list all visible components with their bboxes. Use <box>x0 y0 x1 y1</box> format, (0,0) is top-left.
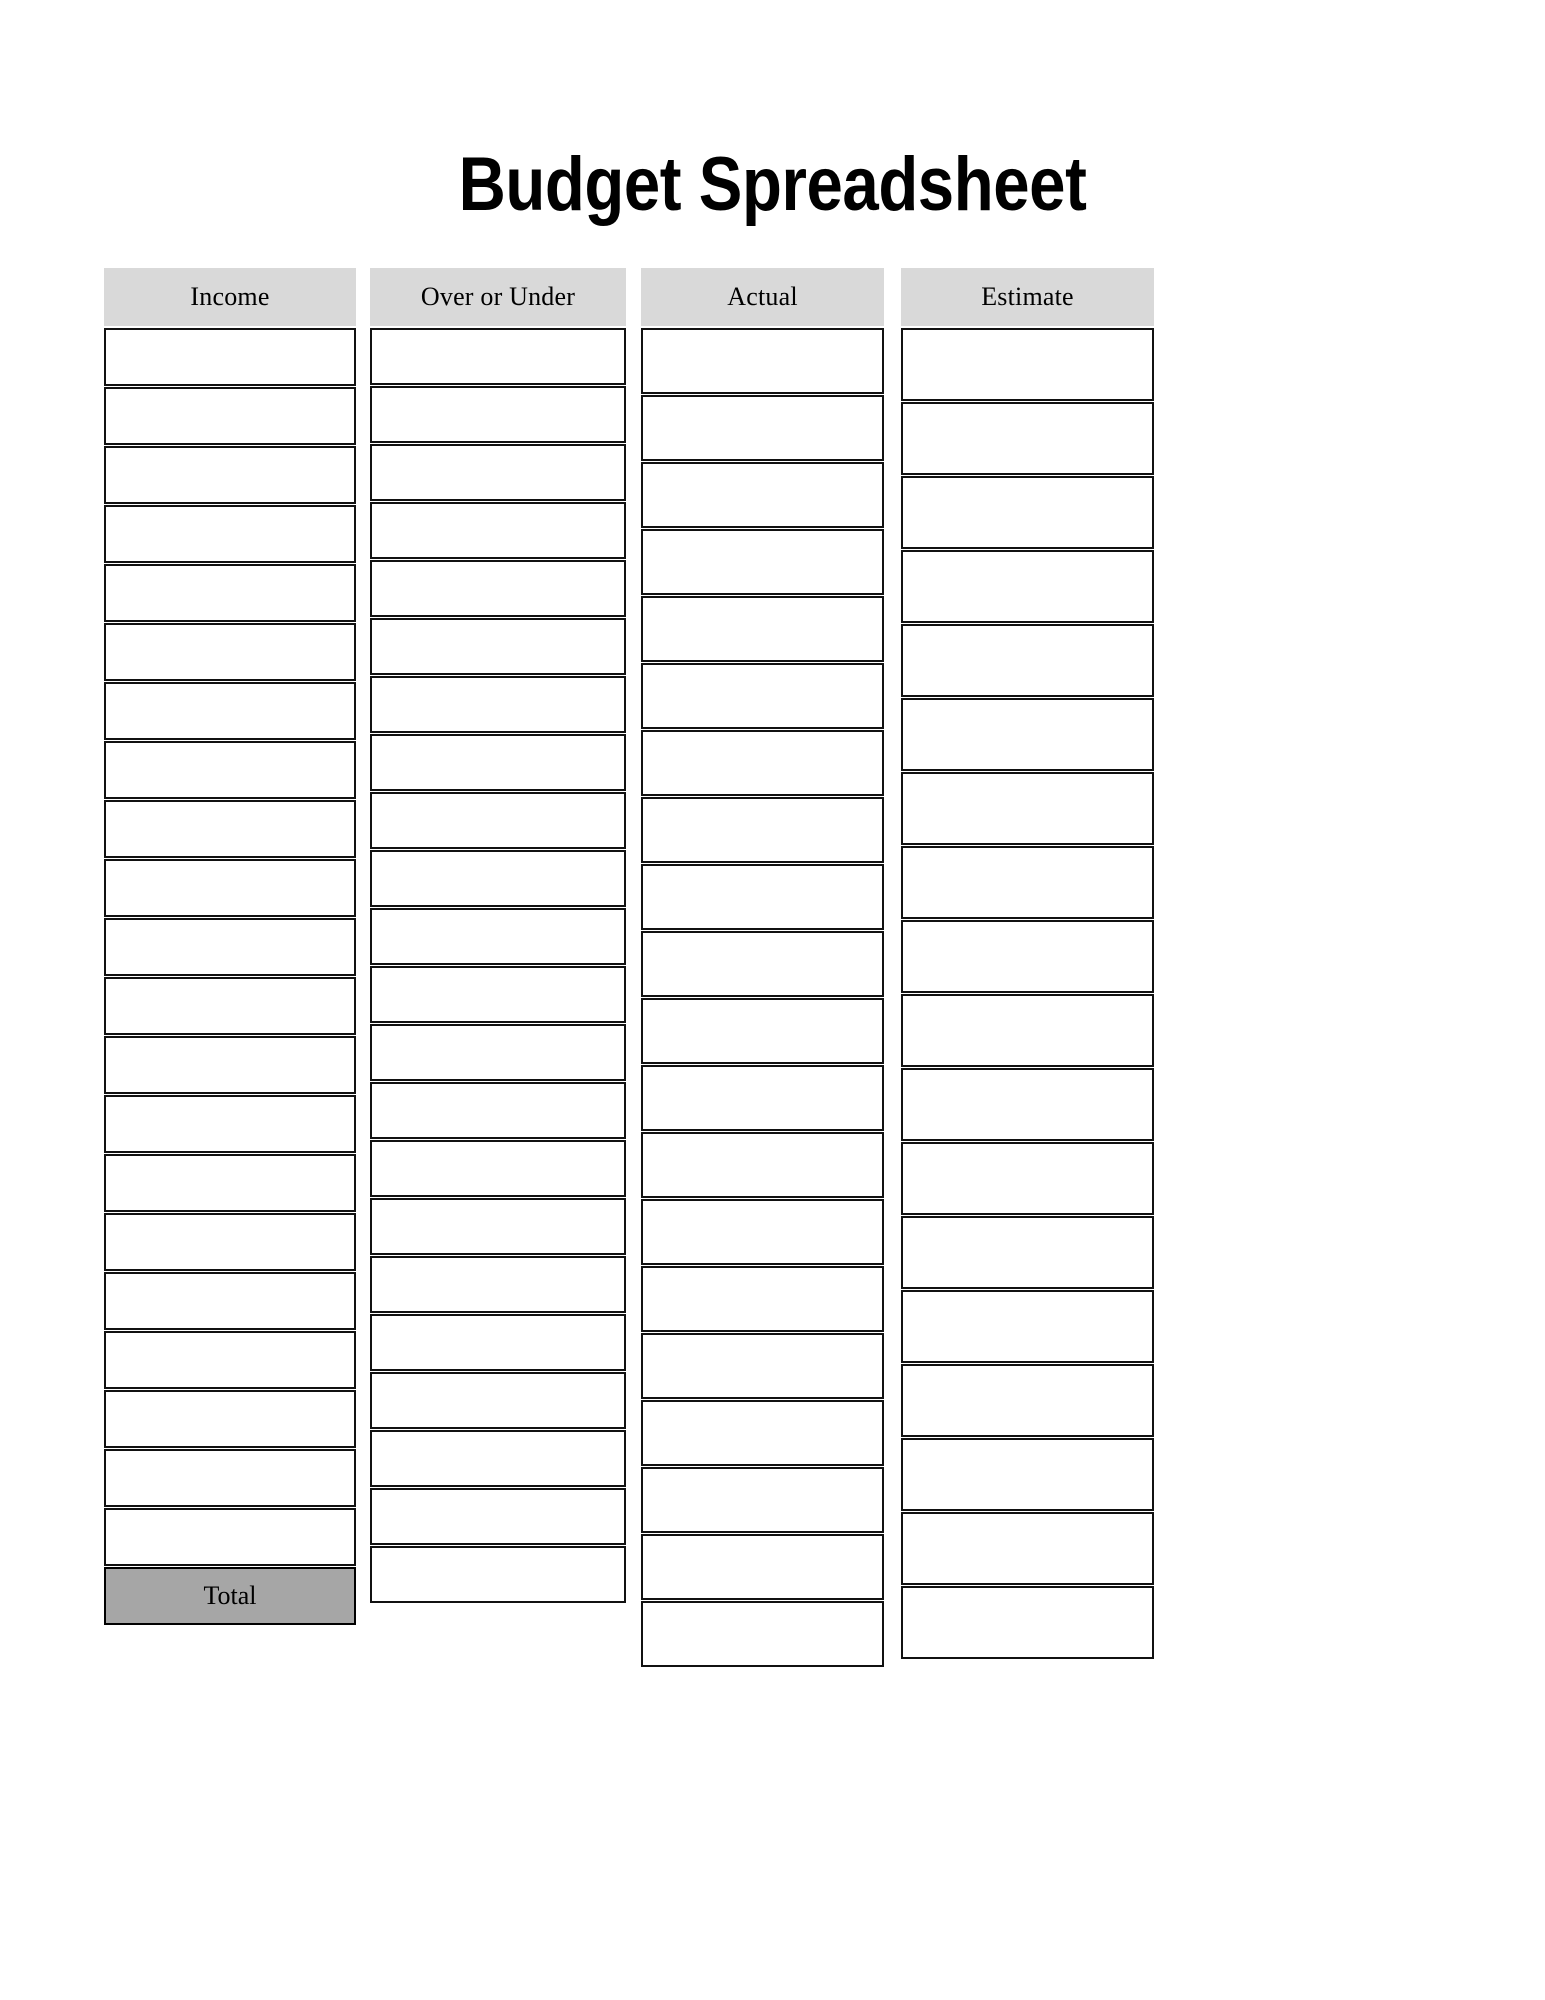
cell-income-16[interactable] <box>104 1213 356 1271</box>
cell-income-5[interactable] <box>104 564 356 622</box>
cell-actual-10[interactable] <box>641 931 884 997</box>
cell-income-12[interactable] <box>104 977 356 1035</box>
cell-actual-12[interactable] <box>641 1065 884 1131</box>
cell-over_or_under-4[interactable] <box>370 502 626 559</box>
cell-estimate-15[interactable] <box>901 1364 1154 1437</box>
cell-estimate-11[interactable] <box>901 1068 1154 1141</box>
cell-estimate-2[interactable] <box>901 402 1154 475</box>
table-column-estimate <box>901 268 1154 1659</box>
cell-over_or_under-7[interactable] <box>370 676 626 733</box>
cell-actual-20[interactable] <box>641 1601 884 1667</box>
table-column-actual <box>641 268 884 1667</box>
cell-estimate-10[interactable] <box>901 994 1154 1067</box>
cell-income-9[interactable] <box>104 800 356 858</box>
cell-income-21[interactable] <box>104 1508 356 1566</box>
cell-actual-17[interactable] <box>641 1400 884 1466</box>
budget-table <box>104 268 1409 1898</box>
cell-income-15[interactable] <box>104 1154 356 1212</box>
cell-actual-14[interactable] <box>641 1199 884 1265</box>
column-header-actual: Actual <box>641 268 884 326</box>
cell-actual-5[interactable] <box>641 596 884 662</box>
cell-income-4[interactable] <box>104 505 356 563</box>
cell-estimate-18[interactable] <box>901 1586 1154 1659</box>
cell-estimate-14[interactable] <box>901 1290 1154 1363</box>
cell-income-20[interactable] <box>104 1449 356 1507</box>
cell-actual-7[interactable] <box>641 730 884 796</box>
cell-actual-16[interactable] <box>641 1333 884 1399</box>
cell-over_or_under-21[interactable] <box>370 1488 626 1545</box>
cell-over_or_under-20[interactable] <box>370 1430 626 1487</box>
cell-estimate-5[interactable] <box>901 624 1154 697</box>
cell-actual-18[interactable] <box>641 1467 884 1533</box>
column-header-over_or_under: Over or Under <box>370 268 626 326</box>
cell-over_or_under-15[interactable] <box>370 1140 626 1197</box>
cell-estimate-7[interactable] <box>901 772 1154 845</box>
cell-income-6[interactable] <box>104 623 356 681</box>
cell-actual-2[interactable] <box>641 395 884 461</box>
cell-over_or_under-2[interactable] <box>370 386 626 443</box>
cell-income-13[interactable] <box>104 1036 356 1094</box>
cell-estimate-6[interactable] <box>901 698 1154 771</box>
cell-estimate-13[interactable] <box>901 1216 1154 1289</box>
cell-income-17[interactable] <box>104 1272 356 1330</box>
cell-over_or_under-3[interactable] <box>370 444 626 501</box>
cell-estimate-4[interactable] <box>901 550 1154 623</box>
cell-over_or_under-22[interactable] <box>370 1546 626 1603</box>
cell-estimate-9[interactable] <box>901 920 1154 993</box>
cell-estimate-12[interactable] <box>901 1142 1154 1215</box>
cell-income-11[interactable] <box>104 918 356 976</box>
table-column-over_or_under <box>370 268 626 1603</box>
cell-actual-3[interactable] <box>641 462 884 528</box>
cell-estimate-16[interactable] <box>901 1438 1154 1511</box>
cell-income-7[interactable] <box>104 682 356 740</box>
cell-over_or_under-13[interactable] <box>370 1024 626 1081</box>
cell-over_or_under-14[interactable] <box>370 1082 626 1139</box>
cell-income-14[interactable] <box>104 1095 356 1153</box>
cell-actual-8[interactable] <box>641 797 884 863</box>
cell-over_or_under-5[interactable] <box>370 560 626 617</box>
cell-over_or_under-11[interactable] <box>370 908 626 965</box>
cell-estimate-1[interactable] <box>901 328 1154 401</box>
cell-over_or_under-17[interactable] <box>370 1256 626 1313</box>
cell-actual-9[interactable] <box>641 864 884 930</box>
cell-income-3[interactable] <box>104 446 356 504</box>
cell-over_or_under-19[interactable] <box>370 1372 626 1429</box>
cell-over_or_under-18[interactable] <box>370 1314 626 1371</box>
cell-actual-11[interactable] <box>641 998 884 1064</box>
cell-over_or_under-1[interactable] <box>370 328 626 385</box>
cell-over_or_under-8[interactable] <box>370 734 626 791</box>
column-header-estimate: Estimate <box>901 268 1154 326</box>
cell-actual-13[interactable] <box>641 1132 884 1198</box>
cell-income-2[interactable] <box>104 387 356 445</box>
cell-income-1[interactable] <box>104 328 356 386</box>
cell-actual-6[interactable] <box>641 663 884 729</box>
cell-over_or_under-10[interactable] <box>370 850 626 907</box>
column-header-income: Income <box>104 268 356 326</box>
cell-over_or_under-9[interactable] <box>370 792 626 849</box>
total-row-income: Total <box>104 1567 356 1625</box>
cell-income-8[interactable] <box>104 741 356 799</box>
cell-income-10[interactable] <box>104 859 356 917</box>
cell-actual-19[interactable] <box>641 1534 884 1600</box>
cell-estimate-8[interactable] <box>901 846 1154 919</box>
cell-estimate-3[interactable] <box>901 476 1154 549</box>
cell-income-18[interactable] <box>104 1331 356 1389</box>
cell-actual-15[interactable] <box>641 1266 884 1332</box>
cell-over_or_under-6[interactable] <box>370 618 626 675</box>
cell-actual-1[interactable] <box>641 328 884 394</box>
cell-over_or_under-16[interactable] <box>370 1198 626 1255</box>
page-title: Budget Spreadsheet <box>458 141 1087 227</box>
cell-income-19[interactable] <box>104 1390 356 1448</box>
table-column-income <box>104 268 356 1625</box>
cell-actual-4[interactable] <box>641 529 884 595</box>
cell-over_or_under-12[interactable] <box>370 966 626 1023</box>
cell-estimate-17[interactable] <box>901 1512 1154 1585</box>
